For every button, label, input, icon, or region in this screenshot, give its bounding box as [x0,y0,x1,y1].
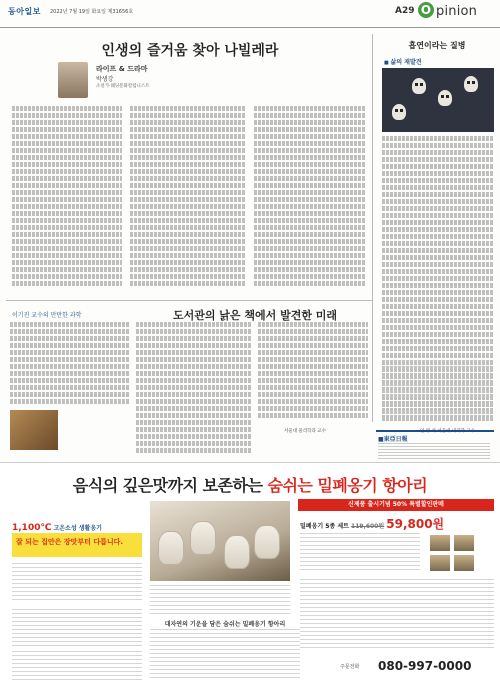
text-line [382,415,494,420]
column-name: 라이프 & 드라마 [96,65,148,73]
ad-text-lines [12,609,142,647]
text-line [382,283,494,288]
text-line [10,385,130,390]
text-line [10,357,130,362]
ad-subtitle: 대자연의 기운을 담은 숨쉬는 밀폐옹기 항아리 [164,621,286,628]
text-line [258,329,368,334]
text-line [382,394,494,399]
skull-icon [464,76,478,92]
text-line [130,113,246,118]
text-line [130,169,246,174]
text-line [254,113,366,118]
page-header [0,0,500,28]
ad-product-thumb [430,555,450,571]
text-line [130,148,246,153]
section-divider [6,300,372,301]
text-line [130,106,246,111]
skull-icon [438,90,452,106]
text-line [10,378,130,383]
text-line [136,336,252,341]
text-line [258,350,368,355]
text-line [130,281,246,286]
text-line [12,141,122,146]
text-line [382,213,494,218]
ad-price-new: 59,800원 [386,517,445,531]
text-line [382,164,494,169]
text-line [130,120,246,125]
author-photo [58,62,88,98]
text-line [130,218,246,223]
text-line [12,197,122,202]
text-line [254,127,366,132]
text-line [12,281,122,286]
text-line [258,371,368,376]
text-line [12,204,122,209]
text-line [12,176,122,181]
text-line [382,269,494,274]
text-line [136,322,252,327]
text-line [382,366,494,371]
ad-product-thumb [430,535,450,551]
author-name: 박생강 [96,76,114,83]
main-article-body-col3 [254,106,366,294]
text-line [130,141,246,146]
skull-icon [412,78,426,94]
text-line [136,371,252,376]
text-line [130,274,246,279]
column-tag: 이기진 교수의 만만한 과학 [12,312,82,319]
text-line [130,232,246,237]
text-line [254,106,366,111]
text-line [136,343,252,348]
text-line [254,239,366,244]
main-article-title: 인생의 즐거움 찾아 나빌레라 [101,43,279,59]
author-title: 소설가·웨딩문화칼럼니스트 [96,84,150,89]
text-line [130,211,246,216]
text-line [136,364,252,369]
text-line [254,155,366,160]
text-line [10,364,130,369]
text-line [130,176,246,181]
text-line [136,441,252,446]
text-line [258,357,368,362]
text-line [130,239,246,244]
text-line [254,274,366,279]
ad-yellow-text: 잘 되는 집안은 장맛부터 다릅니다. [16,538,124,546]
text-line [10,336,130,341]
text-line [130,267,246,272]
text-line [254,267,366,272]
text-line [382,290,494,295]
newspaper-masthead: 동아일보 [8,6,41,16]
text-line [254,134,366,139]
text-line [136,434,252,439]
text-line [10,350,130,355]
text-line [382,143,494,148]
text-line [382,227,494,232]
text-line [254,253,366,258]
text-line [382,325,494,330]
text-line [12,253,122,258]
text-line [130,204,246,209]
text-line [10,322,130,327]
section-badge: O [418,2,434,18]
pot-icon [158,531,184,565]
text-line [382,199,494,204]
text-line [12,162,122,167]
text-line [382,150,494,155]
text-line [130,246,246,251]
text-line [382,346,494,351]
text-line [382,408,494,413]
text-line [136,378,252,383]
text-line [136,329,252,334]
text-line [136,406,252,411]
book-photo [10,410,58,450]
ad-product-thumb [454,535,474,551]
ad-text-lines [300,579,494,651]
text-line [136,350,252,355]
text-line [382,373,494,378]
pot-icon [224,535,250,569]
text-line [254,260,366,265]
ad-price-old: 119,600원 [351,523,385,530]
text-line [382,248,494,253]
text-line [12,232,122,237]
text-line [382,318,494,323]
text-line [254,183,366,188]
text-line [136,357,252,362]
text-line [254,204,366,209]
text-line [382,332,494,337]
text-line [382,353,494,358]
text-line [254,162,366,167]
text-line [382,387,494,392]
text-line [136,399,252,404]
text-line [258,336,368,341]
text-line [382,241,494,246]
text-line [382,339,494,344]
bottom-article-body-col1 [10,322,130,408]
text-line [258,392,368,397]
ad-headline [0,473,500,496]
text-line [12,211,122,216]
text-line [258,399,368,404]
text-line [12,113,122,118]
text-line [136,385,252,390]
text-line [12,155,122,160]
ad-text-lines [300,533,420,573]
ad-price-label: 밀폐옹기 5종 세트 [300,523,349,530]
right-article-title: 흡연이라는 질병 [408,40,466,50]
text-line [382,311,494,316]
text-line [12,246,122,251]
text-line [12,225,122,230]
right-article-byline: 임 영 석 서울대 내과학 교수 [420,429,475,434]
text-line [382,136,494,141]
text-line [382,262,494,267]
text-line [136,413,252,418]
text-line [258,378,368,383]
text-line [254,141,366,146]
text-line [382,234,494,239]
pot-icon [190,521,216,555]
text-line [382,185,494,190]
ad-promo [12,523,142,533]
text-line [258,413,368,418]
text-line [136,448,252,453]
newspaper-info-box [376,430,494,460]
ad-promo-temp: 1,100℃ [12,523,52,533]
bottom-article-title: 도서관의 낡은 책에서 발견한 미래 [172,309,338,322]
dateline: 2022년 7월 19일 화요일 제31656호 [50,9,134,15]
text-line [130,253,246,258]
right-article-subtitle: ■ 삶의 재발견 [384,57,422,66]
text-line [254,148,366,153]
ad-promo-rest: 고온소성 생활옹기 [51,525,102,532]
text-line [12,106,122,111]
text-line [254,190,366,195]
text-line [258,343,368,348]
text-line [258,364,368,369]
text-line [136,420,252,425]
text-line [254,120,366,125]
text-line [382,220,494,225]
text-line [254,246,366,251]
text-line [382,360,494,365]
text-line [130,127,246,132]
text-line [10,371,130,376]
text-line [10,329,130,334]
text-line [382,192,494,197]
right-article-body [382,136,494,424]
ad-product-photo [150,501,290,581]
ad-text-lines [150,629,300,679]
text-line [12,260,122,265]
text-line [130,155,246,160]
text-line [12,183,122,188]
text-line [382,297,494,302]
text-line [254,169,366,174]
text-line [12,239,122,244]
text-line [12,169,122,174]
text-line [130,183,246,188]
text-line [382,178,494,183]
text-line [12,267,122,272]
text-line [130,225,246,230]
text-line [258,406,368,411]
ad-text-lines [150,585,290,615]
text-line [130,190,246,195]
ad-headline-prefix: 음식의 깊은맛까지 보존하는 [72,476,268,495]
text-line [254,211,366,216]
text-line [258,385,368,390]
author-box [20,62,360,102]
text-line [382,380,494,385]
text-line [10,392,130,397]
skull-icon [392,104,406,120]
text-line [254,225,366,230]
text-line [10,343,130,348]
section-title: pinion [436,4,478,19]
column-divider [372,34,373,422]
text-line [12,274,122,279]
ad-phone-label: 주문전화 [340,664,360,670]
text-line [130,260,246,265]
main-article-body-col2 [130,106,246,294]
text-line [254,232,366,237]
bottom-article-body-col3 [258,322,368,426]
ad-headline-highlight: 숨쉬는 밀폐옹기 항아리 [267,476,428,495]
text-line [382,206,494,211]
text-line [130,134,246,139]
text-line [382,304,494,309]
ad-text-lines [12,651,142,681]
advertisement [0,462,500,691]
text-line [12,120,122,125]
right-article-illustration [382,68,494,132]
info-box-brand: ■東亞日報 [378,436,408,443]
text-line [12,134,122,139]
text-line [254,281,366,286]
ad-product-thumb [454,555,474,571]
text-line [136,427,252,432]
text-line [382,255,494,260]
main-article-body-col1 [12,106,122,294]
ad-phone-number: 080-997-0000 [378,659,472,673]
text-line [12,127,122,132]
bottom-article-byline: 서울대 물리학과 교수 [284,429,326,434]
text-line [382,157,494,162]
pot-icon [254,525,280,559]
text-line [254,176,366,181]
text-line [12,218,122,223]
text-line [136,392,252,397]
text-line [12,190,122,195]
text-line [258,322,368,327]
text-line [382,171,494,176]
text-line [130,162,246,167]
text-line [382,276,494,281]
bottom-article-body-col2 [136,322,252,456]
ad-price [300,515,494,532]
text-line [12,148,122,153]
page-number: A29 [395,6,415,16]
info-box-text [378,443,490,461]
text-line [10,399,130,404]
ad-text-lines [12,563,142,601]
text-line [382,401,494,406]
text-line [254,218,366,223]
text-line [254,197,366,202]
ad-discount-banner: 신제품 출시기념 50% 특별할인판매 [298,499,494,511]
text-line [130,197,246,202]
ad-yellow-box [12,533,142,557]
